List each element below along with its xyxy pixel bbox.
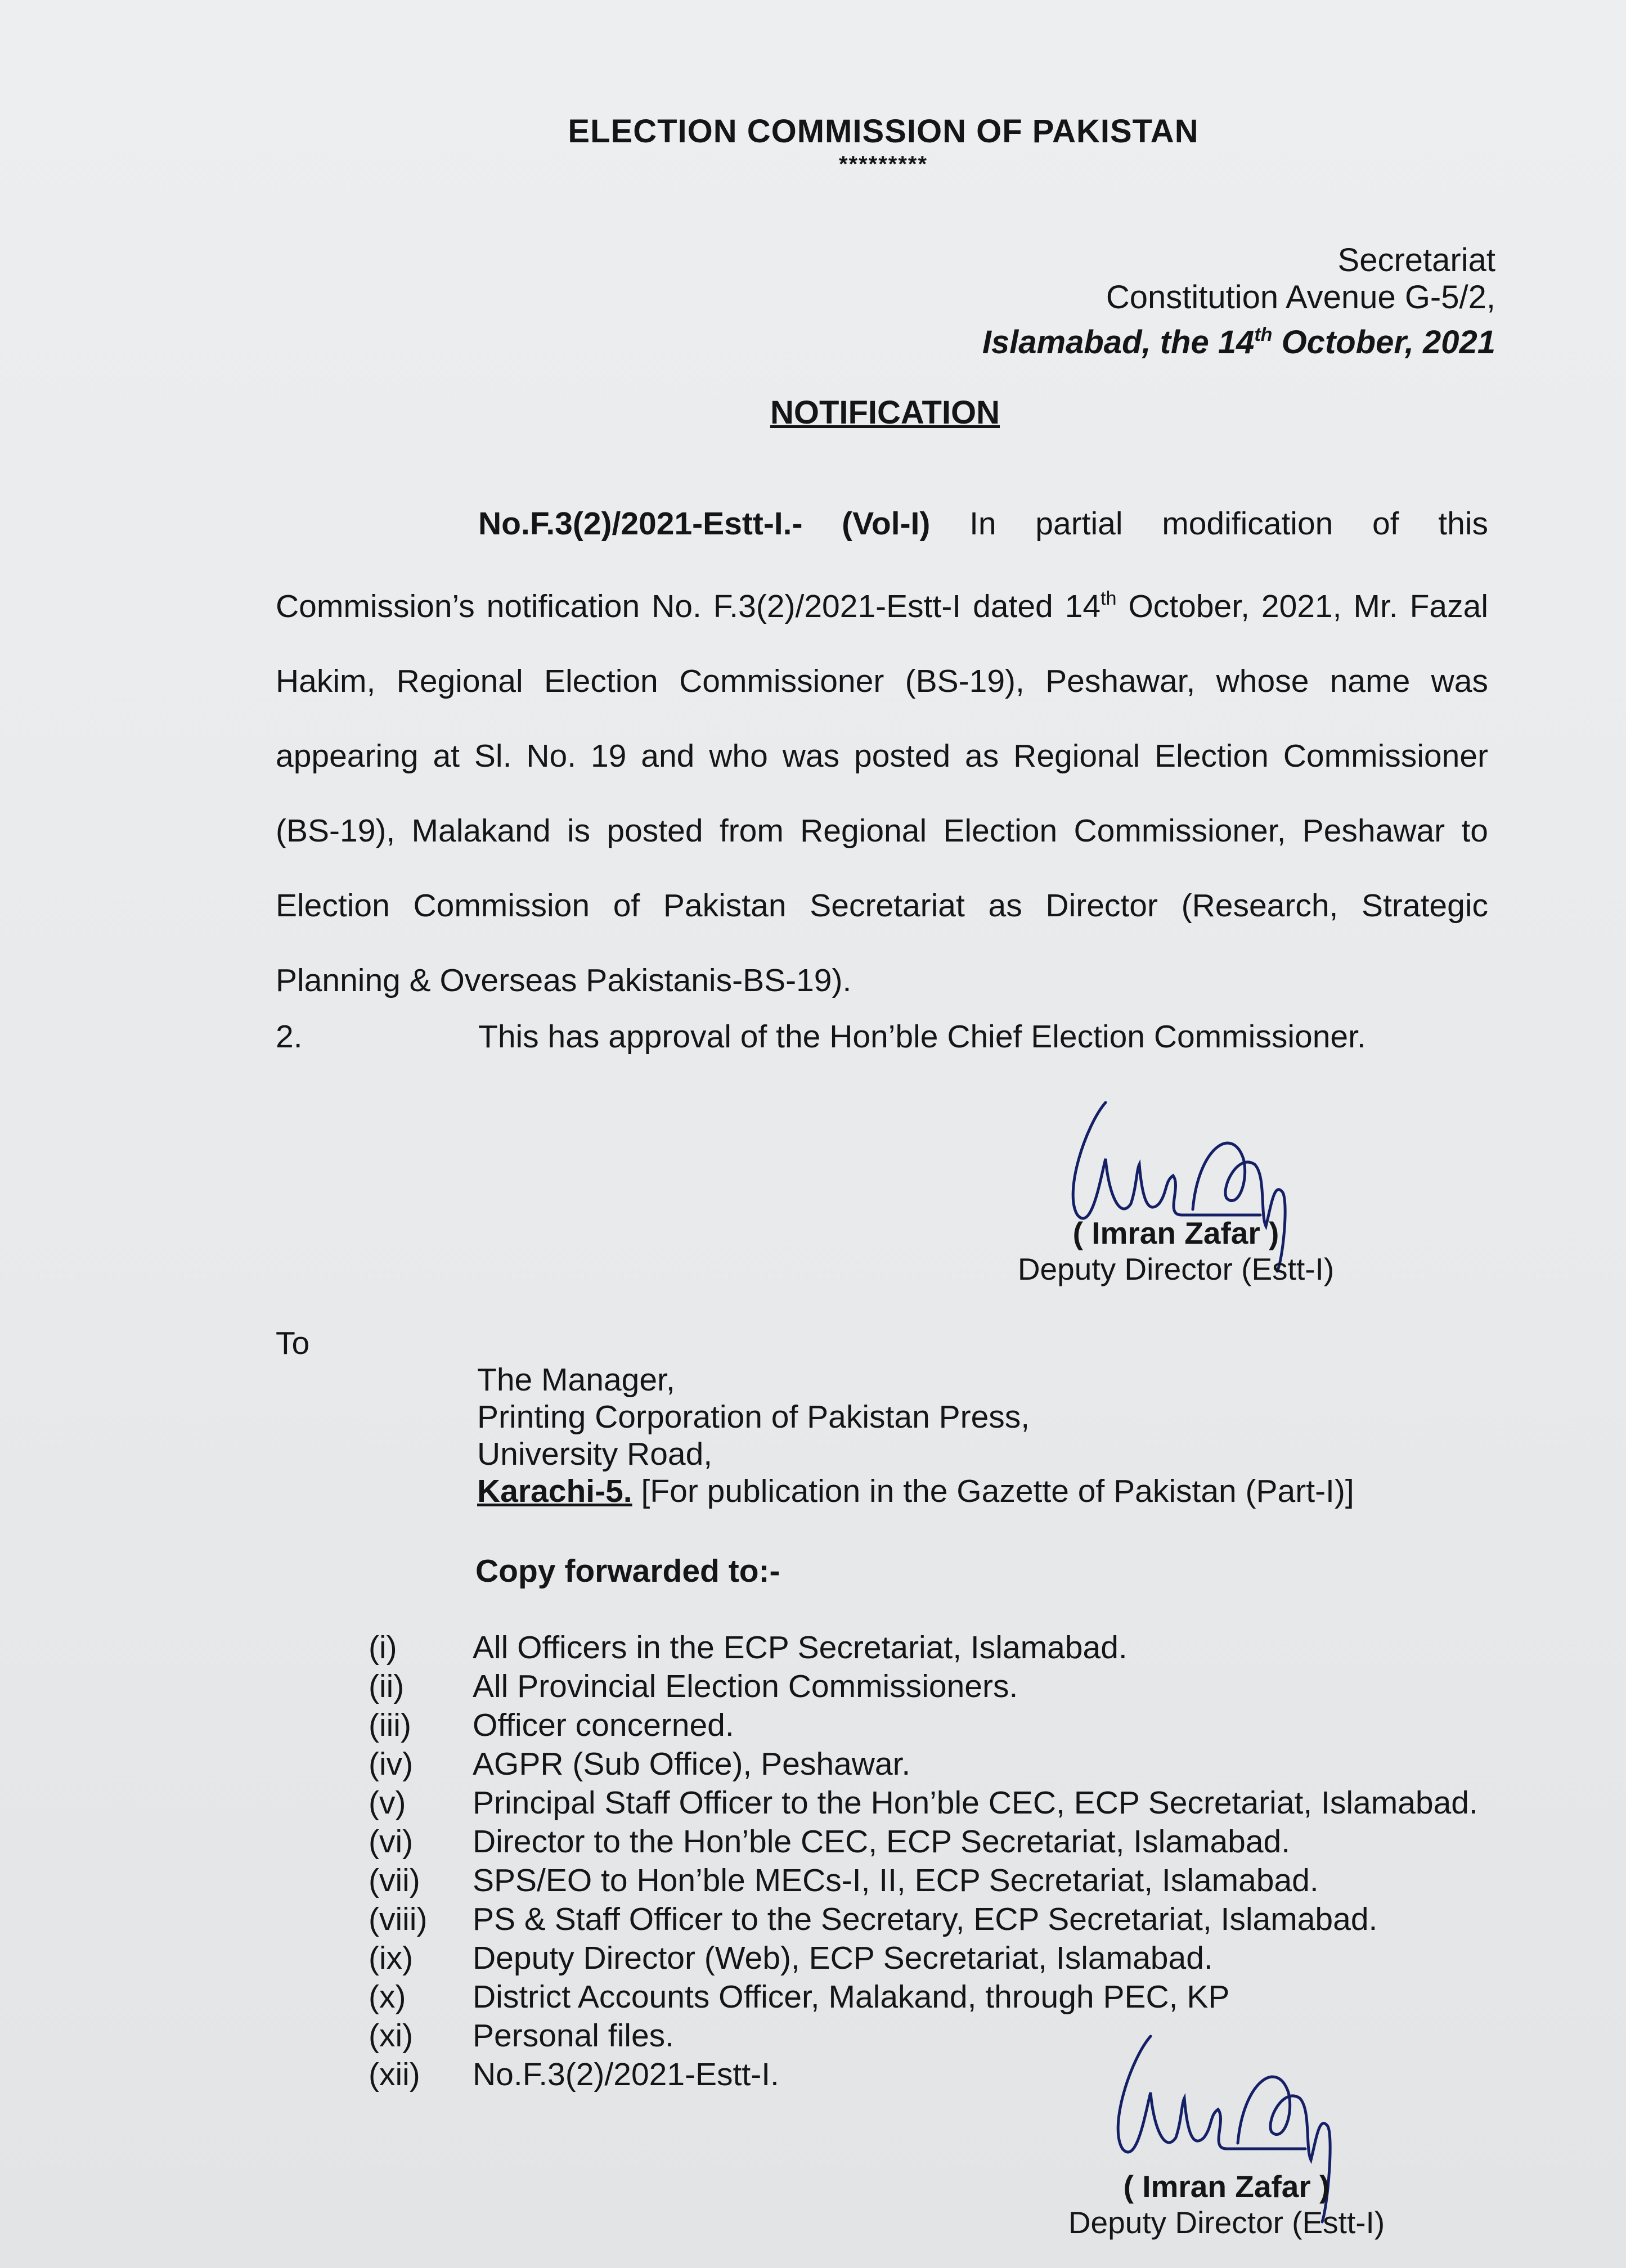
- list-item: (xii) No.F.3(2)/2021-Estt-I.: [369, 2056, 779, 2092]
- signatory-designation: Deputy Director (Estt-I): [1068, 2205, 1385, 2240]
- list-item: (iii) Officer concerned.: [369, 1707, 734, 1743]
- notification-body: No.F.3(2)/2021-Estt-I.- (Vol-I) In partial modification of this Commission’s notification No. F.3(2)/2021-Estt-I dated 14th October, 2021, Mr. Fazal Hakim, Regional Election Commissioner (BS-19), Peshawar, whose name was appearing at Sl. No. 19 and who was posted as Regional Election Commissioner (BS-19), Malakand is posted from Regional Election Commissioner, Peshawar to Election Commission of Pakistan Secretariat as Director (Research, Strategic Planning & Overseas Pakistanis-BS-19).: [276, 506, 1488, 998]
- to-label: To: [276, 1325, 310, 1361]
- copy-forwarded-list: [369, 1628, 1494, 2094]
- organization-title: ELECTION COMMISSION OF PAKISTAN: [568, 113, 1199, 150]
- list-item: (v) Principal Staff Officer to the Hon’ble CEC, ECP Secretariat, Islamabad.: [369, 1785, 1478, 1821]
- addressee-block: [477, 1361, 1354, 1510]
- list-item: (ix) Deputy Director (Web), ECP Secretariat, Islamabad.: [369, 1940, 1213, 1976]
- title-separator: *********: [838, 152, 928, 177]
- notification-heading: NOTIFICATION: [770, 394, 1000, 431]
- publication-note: [For publication in the Gazette of Pakistan (Part-I)]: [632, 1473, 1354, 1509]
- signatory-name: ( Imran Zafar ): [1072, 1216, 1279, 1250]
- signatory-name: ( Imran Zafar ): [1123, 2169, 1330, 2204]
- signatory-block-2: [1052, 2168, 1401, 2240]
- list-item: (vii) SPS/EO to Hon’ble MECs-I, II, ECP Secretariat, Islamabad.: [369, 1862, 1319, 1898]
- address-line-1: Secretariat: [1337, 242, 1495, 278]
- copy-forwarded-heading: Copy forwarded to:-: [475, 1553, 780, 1589]
- list-item: (ii) All Provincial Election Commissioners.: [369, 1668, 1018, 1704]
- list-item: (vi) Director to the Hon’ble CEC, ECP Secretariat, Islamabad.: [369, 1824, 1291, 1860]
- address-line-2: Constitution Avenue G-5/2,: [1106, 279, 1495, 316]
- paragraph-2-number: 2.: [276, 1019, 303, 1055]
- paragraph-2-text: This has approval of the Hon’ble Chief Election Commissioner.: [478, 1019, 1366, 1055]
- addressee-line-2: Printing Corporation of Pakistan Press,: [477, 1399, 1030, 1435]
- signatory-block-1: [1007, 1215, 1345, 1287]
- list-item: (viii) PS & Staff Officer to the Secretary, ECP Secretariat, Islamabad.: [369, 1901, 1378, 1937]
- list-item: (i) All Officers in the ECP Secretariat, Islamabad.: [369, 1630, 1128, 1666]
- addressee-city: Karachi-5.: [477, 1473, 632, 1509]
- signatory-designation: Deputy Director (Estt-I): [1017, 1252, 1335, 1286]
- list-item: (xi) Personal files.: [369, 2018, 675, 2054]
- date-line: Islamabad, the 14th October, 2021: [982, 324, 1495, 361]
- addressee-line-4: [477, 1473, 1354, 1510]
- office-address: [982, 242, 1495, 361]
- reference-number: No.F.3(2)/2021-Estt-I.- (Vol-I): [478, 506, 931, 542]
- addressee-line-3: University Road,: [477, 1436, 713, 1472]
- list-item: (iv) AGPR (Sub Office), Peshawar.: [369, 1746, 911, 1782]
- addressee-line-1: The Manager,: [477, 1362, 675, 1398]
- list-item: (x) District Accounts Officer, Malakand, through PEC, KP: [369, 1979, 1230, 2015]
